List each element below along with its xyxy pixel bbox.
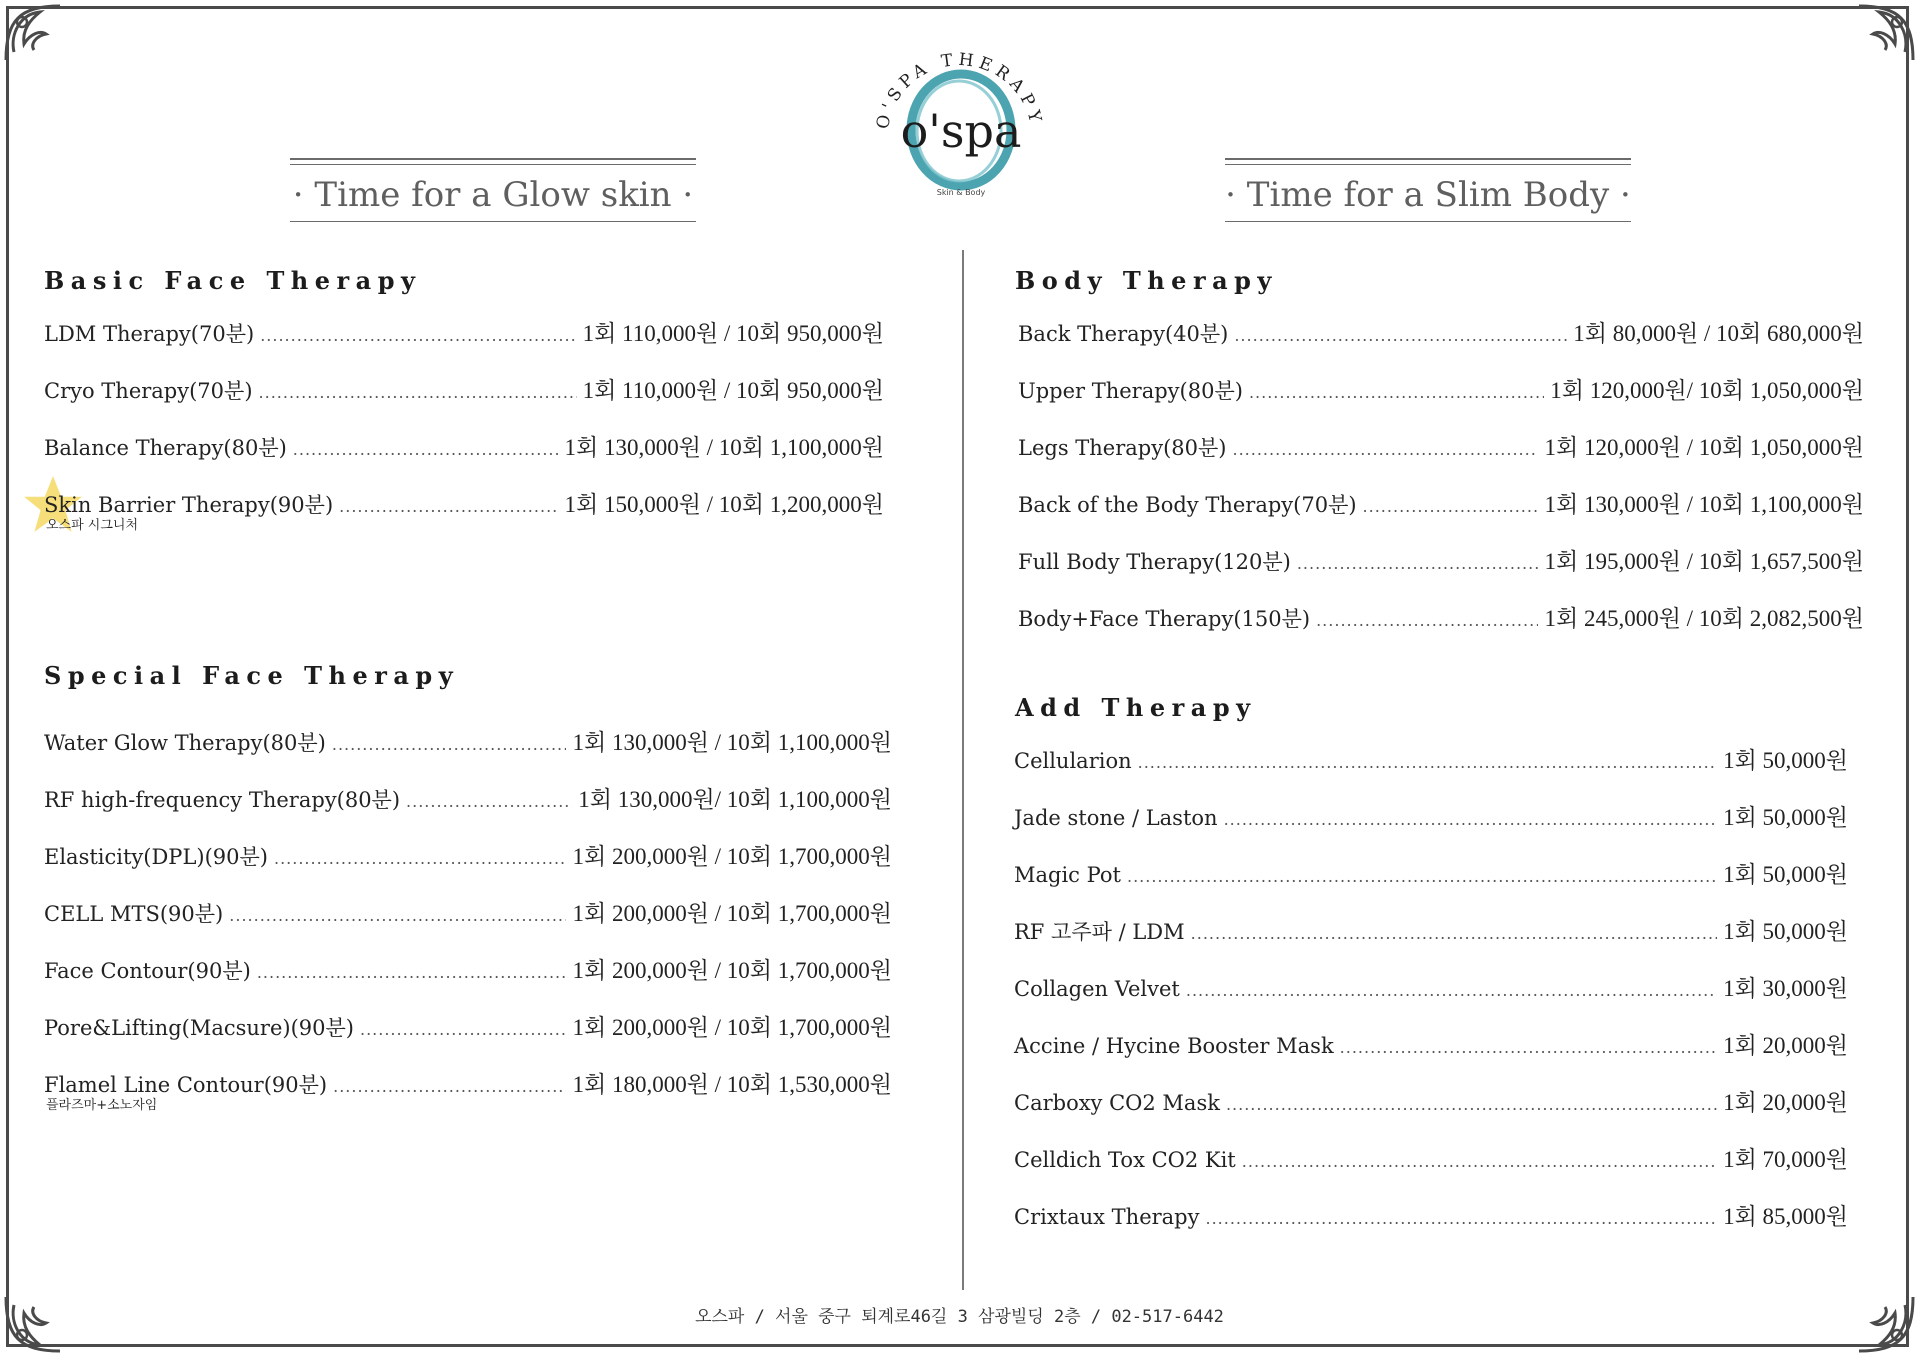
item-name: Accine / Hycine Booster Mask: [1014, 1034, 1334, 1058]
item-note: 오스파 시그니처: [46, 518, 139, 533]
menu-item: [1018, 486, 1864, 518]
item-price: 1회 245,000원 / 10회 2,082,500원: [1544, 606, 1864, 631]
item-price: 1회 200,000원 / 10회 1,700,000원: [572, 958, 892, 983]
item-name: Elasticity(DPL)(90분): [44, 845, 268, 869]
menu-item: [1018, 372, 1864, 404]
menu-item: [1018, 429, 1864, 461]
menu-item: [1014, 1198, 1848, 1230]
menu-item: [1018, 315, 1864, 347]
item-name: Legs Therapy(80분): [1018, 436, 1227, 460]
menu-item: [1018, 600, 1864, 632]
item-price: 1회 85,000원: [1723, 1204, 1848, 1229]
item-name: Back Therapy(40분): [1018, 322, 1229, 346]
item-name: RF high-frequency Therapy(80분): [44, 788, 401, 812]
item-name: Pore&Lifting(Macsure)(90분): [44, 1016, 354, 1040]
menu-item: [1014, 913, 1848, 945]
menu-item: [1014, 799, 1848, 831]
section-title-body: Body Therapy: [1015, 266, 1278, 295]
banner-glow-skin: [290, 158, 696, 222]
item-name: Body+Face Therapy(150분): [1018, 607, 1311, 631]
item-price: 1회 130,000원 / 10회 1,100,000원: [572, 730, 892, 755]
item-name: Collagen Velvet: [1014, 977, 1180, 1001]
item-name: Cellularion: [1014, 749, 1132, 773]
item-name: Full Body Therapy(120분): [1018, 550, 1291, 574]
menu-item: [1014, 970, 1848, 1002]
menu-item: [44, 429, 884, 461]
item-price: 1회 20,000원: [1723, 1090, 1848, 1115]
corner-ornament-icon: [0, 0, 70, 70]
menu-item: [1014, 1084, 1848, 1116]
item-price: 1회 120,000원/ 10회 1,050,000원: [1550, 378, 1864, 403]
menu-item: [44, 315, 884, 347]
menu-item: [44, 372, 884, 404]
item-price: 1회 50,000원: [1723, 919, 1848, 944]
item-name: Water Glow Therapy(80분): [44, 731, 326, 755]
item-price: 1회 80,000원 / 10회 680,000원: [1573, 321, 1864, 346]
section-title-special-face: Special Face Therapy: [44, 661, 460, 690]
item-name: Carboxy CO2 Mask: [1014, 1091, 1220, 1115]
item-name: Crixtaux Therapy: [1014, 1205, 1200, 1229]
logo-brand: o'spa: [900, 104, 1022, 158]
ospa-logo: [858, 30, 1058, 210]
item-name: Flamel Line Contour(90분): [44, 1073, 328, 1097]
column-divider: [962, 250, 964, 1290]
item-note: 플라즈마+소노자임: [46, 1098, 158, 1113]
item-price: 1회 70,000원: [1723, 1147, 1848, 1172]
menu-item: [44, 486, 884, 518]
item-price: 1회 30,000원: [1723, 976, 1848, 1001]
item-price: 1회 110,000원 / 10회 950,000원: [582, 321, 884, 346]
menu-item: [1018, 543, 1864, 575]
item-price: 1회 50,000원: [1723, 805, 1848, 830]
item-name: Celldich Tox CO2 Kit: [1014, 1148, 1236, 1172]
item-price: 1회 110,000원 / 10회 950,000원: [582, 378, 884, 403]
item-price: 1회 50,000원: [1723, 862, 1848, 887]
item-price: 1회 50,000원: [1723, 748, 1848, 773]
logo-arc-text: O'SPA THERAPY: [872, 49, 1047, 132]
item-name: Skin Barrier Therapy(90분): [44, 493, 334, 517]
item-name: Magic Pot: [1014, 863, 1121, 887]
banner-title: · Time for a Glow skin ·: [292, 175, 694, 215]
item-name: Balance Therapy(80분): [44, 436, 287, 460]
item-price: 1회 130,000원/ 10회 1,100,000원: [578, 787, 892, 812]
item-price: 1회 200,000원 / 10회 1,700,000원: [572, 1015, 892, 1040]
banner-title: · Time for a Slim Body ·: [1225, 175, 1631, 215]
section-title-basic-face: Basic Face Therapy: [44, 266, 422, 295]
item-name: CELL MTS(90분): [44, 902, 224, 926]
item-name: RF 고주파 / LDM: [1014, 920, 1185, 944]
item-price: 1회 20,000원: [1723, 1033, 1848, 1058]
menu-item: [44, 724, 892, 756]
menu-item: [44, 838, 892, 870]
menu-item: [1014, 856, 1848, 888]
item-name: Cryo Therapy(70분): [44, 379, 253, 403]
logo-tagline: Skin & Body: [936, 188, 986, 197]
menu-item: [1014, 742, 1848, 774]
corner-ornament-icon: [1849, 0, 1919, 70]
item-price: 1회 195,000원 / 10회 1,657,500원: [1544, 549, 1864, 574]
banner-slim-body: [1225, 158, 1631, 222]
menu-item: [44, 895, 892, 927]
item-name: Jade stone / Laston: [1014, 806, 1218, 830]
item-price: 1회 130,000원 / 10회 1,100,000원: [564, 435, 884, 460]
item-price: 1회 200,000원 / 10회 1,700,000원: [572, 901, 892, 926]
item-name: LDM Therapy(70분): [44, 322, 255, 346]
item-name: Face Contour(90분): [44, 959, 251, 983]
menu-item: [44, 1066, 892, 1098]
item-price: 1회 150,000원 / 10회 1,200,000원: [564, 492, 884, 517]
menu-item: [44, 952, 892, 984]
menu-item: [1014, 1141, 1848, 1173]
menu-item: [1014, 1027, 1848, 1059]
section-title-add: Add Therapy: [1015, 693, 1257, 722]
item-name: Back of the Body Therapy(70분): [1018, 493, 1357, 517]
footer-address: 오스파 / 서울 중구 퇴계로46길 3 삼광빌딩 2층 / 02-517-6442: [695, 1307, 1224, 1327]
item-name: Upper Therapy(80분): [1018, 379, 1243, 403]
item-price: 1회 200,000원 / 10회 1,700,000원: [572, 844, 892, 869]
item-price: 1회 120,000원 / 10회 1,050,000원: [1544, 435, 1864, 460]
menu-item: [44, 781, 892, 813]
item-price: 1회 180,000원 / 10회 1,530,000원: [572, 1072, 892, 1097]
menu-item: [44, 1009, 892, 1041]
item-price: 1회 130,000원 / 10회 1,100,000원: [1544, 492, 1864, 517]
